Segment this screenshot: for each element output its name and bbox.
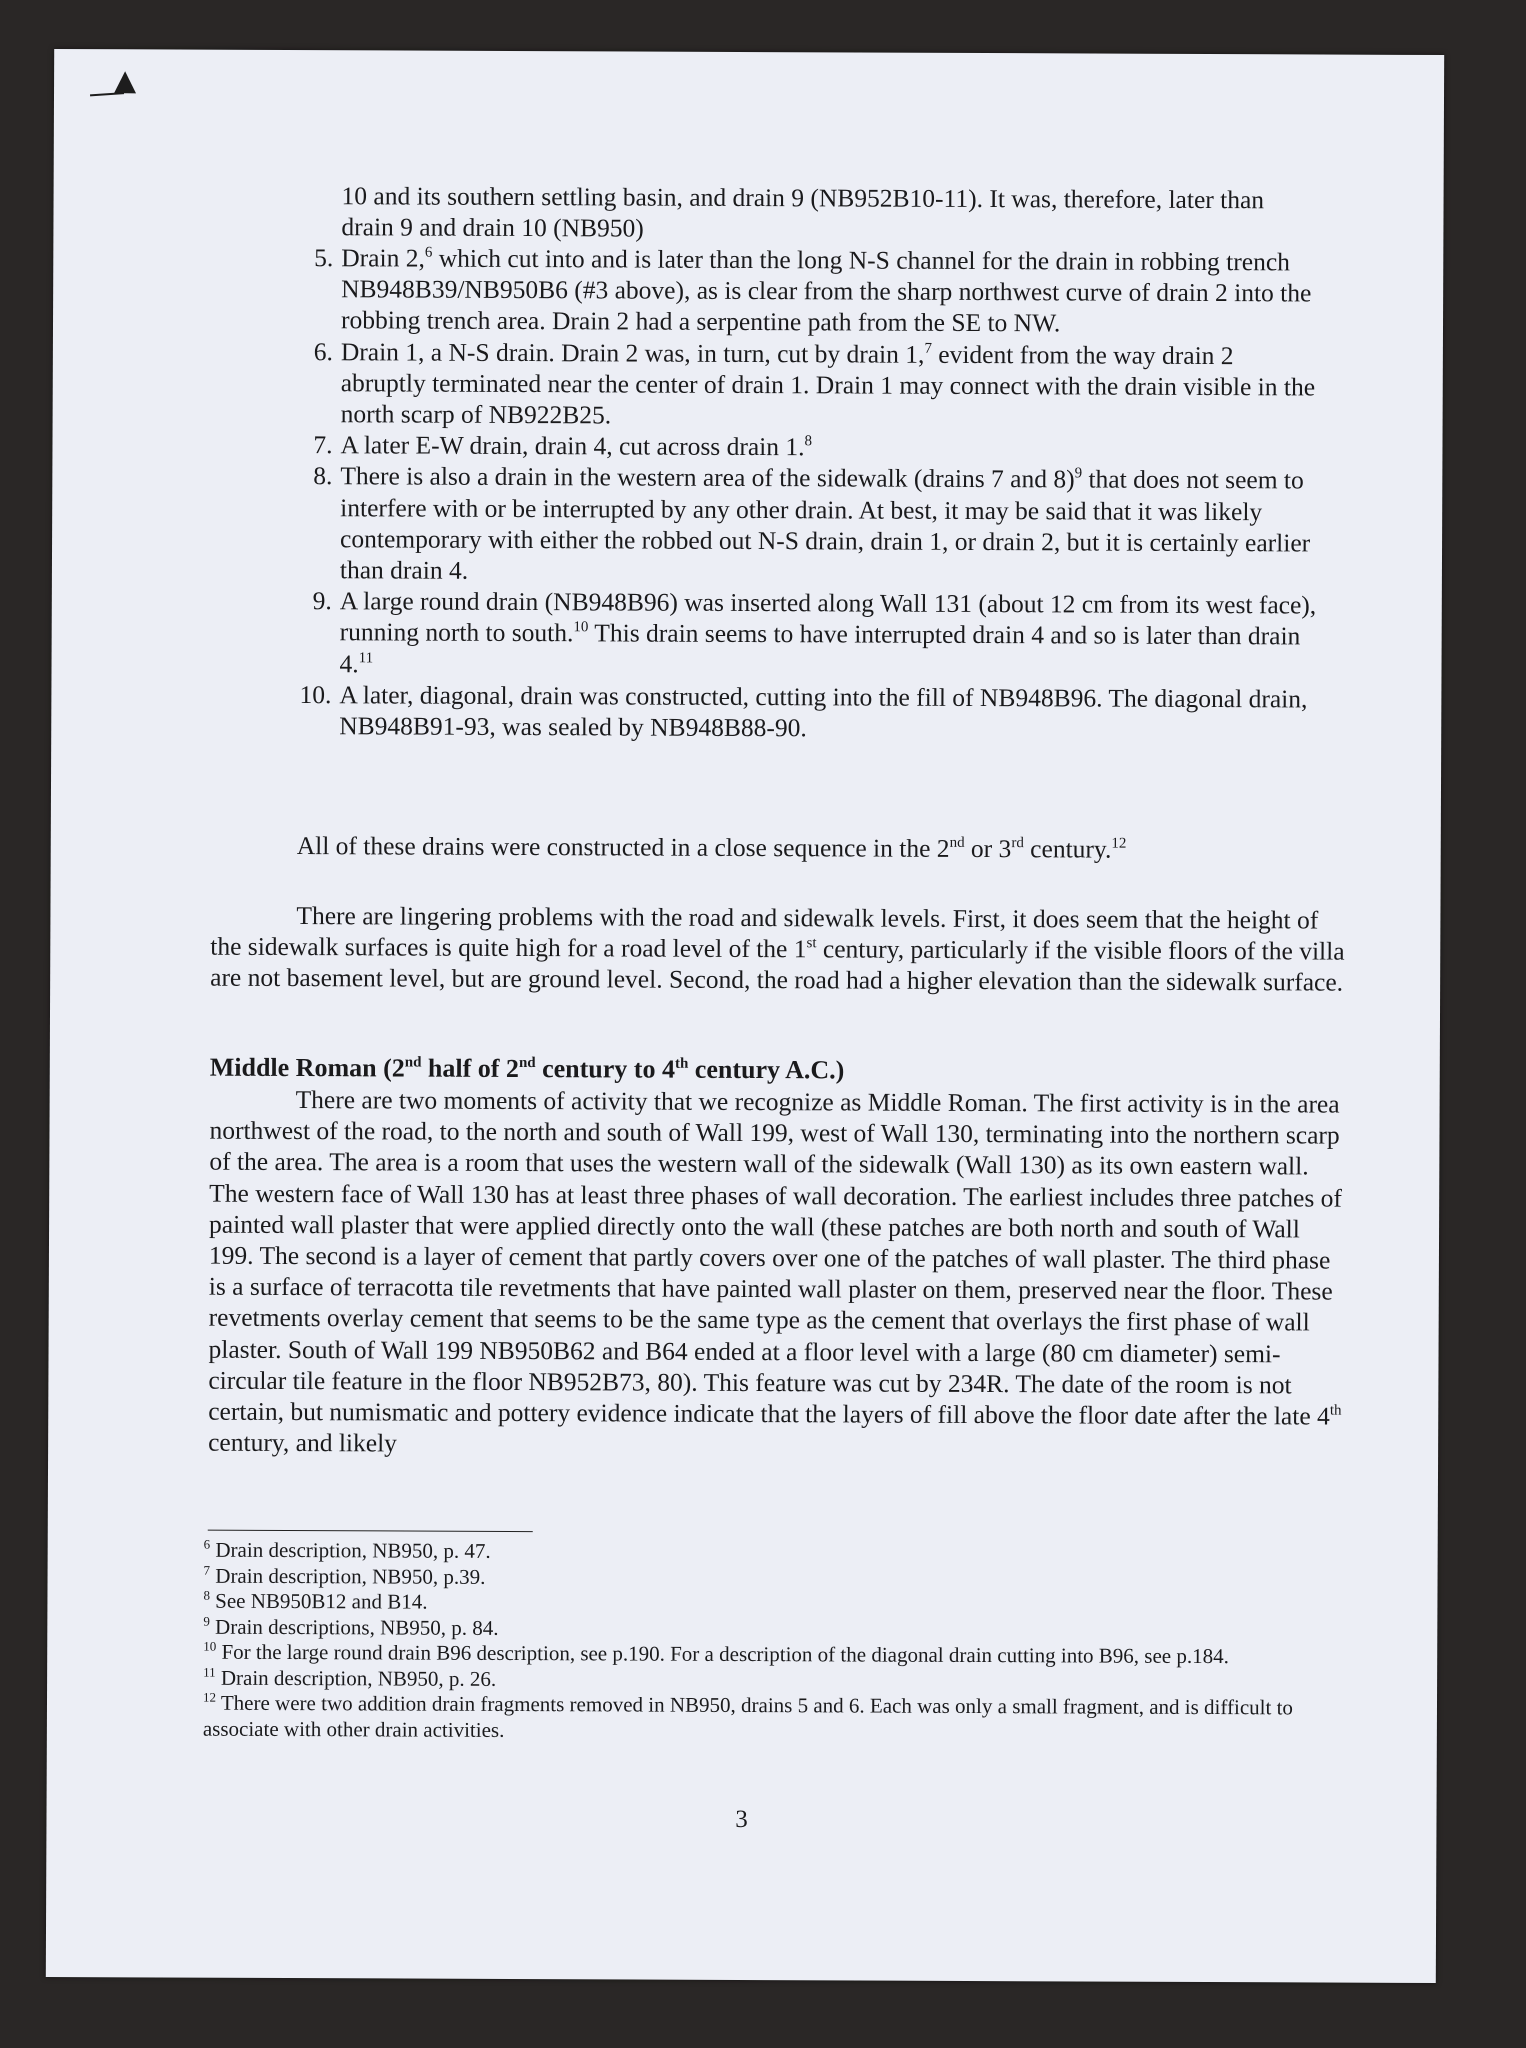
footnote: $^{10}$ For the large round drain B96 description, see p.190. For a description of the diagonal drain cutting into B96, see p.184. [203, 1638, 1229, 1669]
document-page [46, 49, 1444, 1983]
footnote: $^7$ Drain description, NB950, p.39. [203, 1562, 486, 1589]
list-item: 10. A later, diagonal, drain was constructed, cutting into the fill of NB948B96. The diagonal drain, NB948B91-93, was sealed by NB948B88-90. [339, 679, 1319, 746]
middle-roman-paragraph: There are two moments of activity that we recognize as Middle Roman. The first activity is in the area northwest of the road, to the north and south of Wall 199, west of Wall 130, terminating into the northern scarp of the area. The area is a room that uses the western wall of the sidewalk (Wall 130) as its own eastern wall. The western face of Wall 130 has at least three phases of wall decoration. The earliest includes three patches of painted wall plaster that were applied directly onto the wall (these patches are both north and south of Wall 199. The second is a layer of cement that partly covers over one of the patches of wall plaster. The third phase is a surface of terracotta tile revetments that have painted wall plaster on them, preserved near the floor. These revetments overlay cement that seems to be the same type as the cement that overlays the first phase of wall plaster. South of Wall 199 NB950B62 and B64 ended at a floor level with a large (80 cm diameter) semi-circular tile feature in the floor NB952B73, 80). This feature was cut by 234R. The date of the room is not certain, but numismatic and pottery evidence indicate that the layers of fill above the floor date after the late 4th century, and likely [208, 1085, 1343, 1458]
item-number: 8. [313, 461, 333, 491]
footnote-ref: 7 [924, 340, 932, 357]
footnote-ref: 9 [1074, 465, 1083, 482]
footnote-divider [208, 1530, 533, 1532]
footnote-ref: 6 [424, 244, 433, 261]
footnote-ref: 12 [1111, 835, 1127, 852]
footnotes [203, 1538, 1344, 1747]
footnote: $^9$ Drain descriptions, NB950, p. 84. [203, 1613, 499, 1640]
item-number: 6. [313, 336, 333, 366]
list-item: 6. Drain 1, a N-S drain. Drain 2 was, in turn, cut by drain 1,$^7$ evident from the way drain 2 abruptly terminated near the center of drain 1. Drain 1 may connect with the drain visible in the north scarp of NB922B25. [341, 336, 1321, 434]
summary-paragraph: All of these drains were constructed in a close sequence in the 2nd or 3rd century.$^{12}$ [296, 831, 1127, 864]
drain-sequence-list [299, 242, 1321, 746]
footnote-ref: 11 [358, 649, 374, 667]
footnote-mark: 9 [203, 1613, 210, 1629]
footnote-mark: 10 [203, 1638, 217, 1654]
footnote: $^{12}$ There were two addition drain fragments removed in NB950, drains 5 and 6. Each was only a small fragment, and is difficult to associate with other drain activities. [202, 1689, 1293, 1742]
footnote-mark: 11 [203, 1664, 216, 1680]
footnote: $^8$ See NB950B12 and B14. [203, 1587, 428, 1614]
footnote-ref: 8 [804, 433, 813, 450]
footnote-mark: 6 [203, 1536, 211, 1552]
page-body [46, 49, 1444, 1983]
page-number: 3 [735, 1805, 748, 1834]
list-item: 8. There is also a drain in the western area of the sidewalk (drains 7 and 8)$^9$ that does not seem to interfere with or be interrupted by any other drain. At best, it may be said that it was likely contemporary with either the robbed out N-S drain, drain 1, or drain 2, but it is certainly earlier than drain 4. [340, 461, 1321, 590]
footnote-mark: 12 [202, 1689, 217, 1705]
footnote: $^6$ Drain description, NB950, p. 47. [203, 1536, 491, 1563]
section-heading: Middle Roman (2nd half of 2nd century to 4th century A.C.) [209, 1052, 845, 1085]
item-number: 9. [312, 586, 332, 616]
footnote-ref: 10 [573, 619, 589, 636]
list-item: 5. Drain 2,$^6$ which cut into and is later than the long N-S channel for the drain in robbing trench NB948B39/NB950B6 (#3 above), as is clear from the sharp northwest curve of drain 2 into the robbing trench area. Drain 2 had a serpentine path from the SE to NW. [341, 242, 1321, 340]
item-number: 10. [299, 679, 332, 710]
footnote: $^{11}$ Drain description, NB950, p. 26. [203, 1664, 497, 1691]
footnote-mark: 7 [203, 1562, 211, 1578]
list-item: 7. A later E-W drain, drain 4, cut across drain 1.$^8$ [340, 429, 1320, 464]
levels-paragraph: There are lingering problems with the road and sidewalk levels. First, it does seem that the height of the sidewalk surfaces is quite high for a road level of the 1st century, particularly if the visible floors of the villa are not basement level, but are ground level. Second, the road had a higher elevation than the sidewalk surface. [210, 901, 1345, 998]
footnote-mark: 8 [203, 1587, 211, 1603]
continuation-paragraph: 10 and its southern settling basin, and drain 9 (NB952B10-11). It was, therefore, later than drain 9 and drain 10 (NB950) [341, 181, 1265, 243]
item-number: 7. [313, 430, 333, 460]
list-item: 9. A large round drain (NB948B96) was inserted along Wall 131 (about 12 cm from its west face), running north to south.$^{10}$ This drain seems to have interrupted drain 4 and so is later than drain 4.11 [339, 585, 1319, 683]
item-number: 5. [314, 243, 334, 273]
